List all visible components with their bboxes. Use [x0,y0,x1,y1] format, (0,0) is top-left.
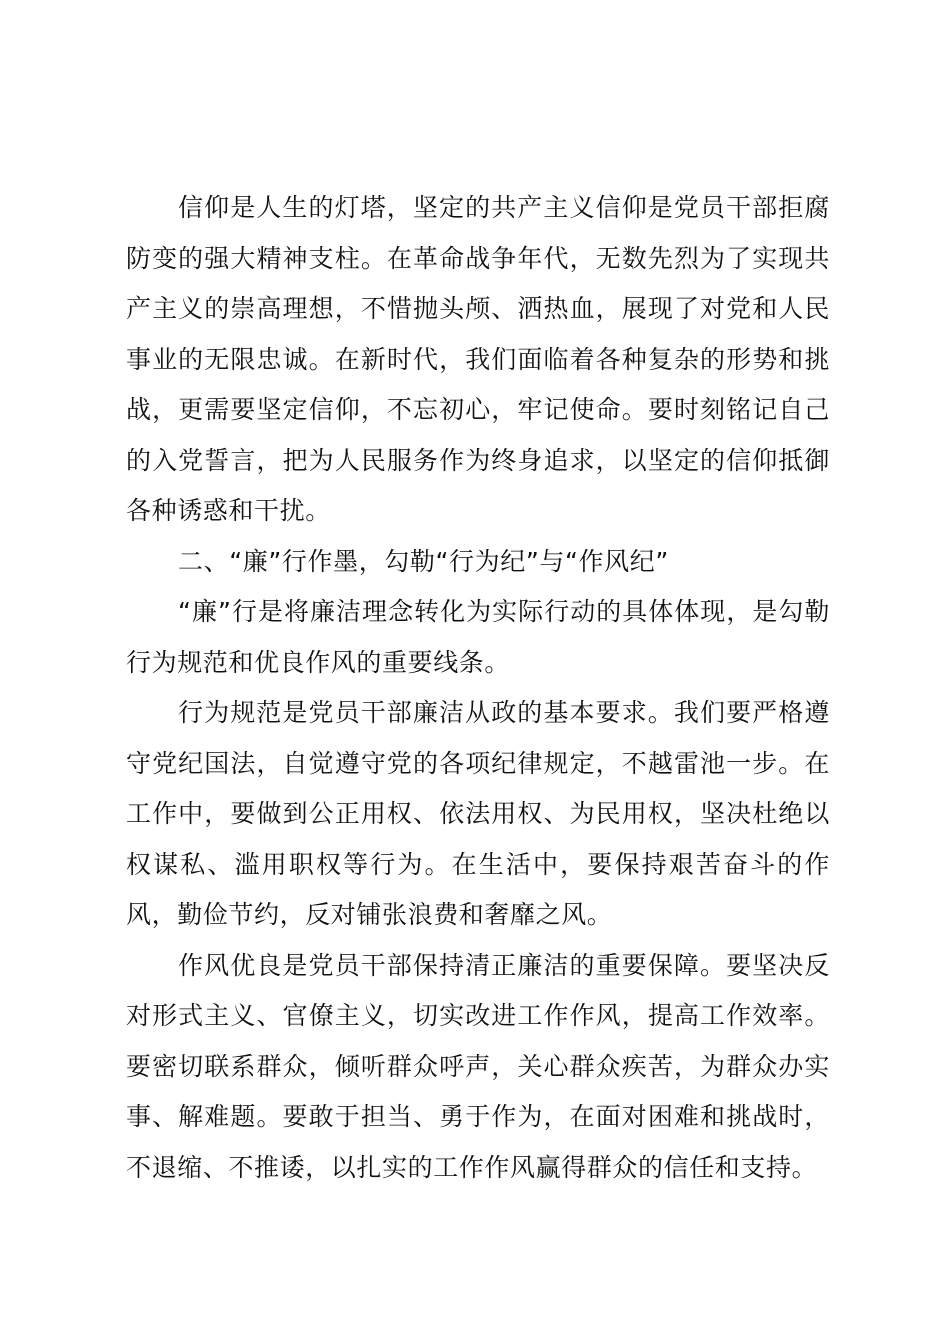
paragraph-lian-intro: “廉”行是将廉洁理念转化为实际行动的具体体现，是勾勒行为规范和优良作风的重要线条。 [126,597,830,677]
section-heading: 二、“廉”行作墨，勾勒“行为纪”与“作风纪” [178,546,669,576]
document-body [126,183,830,1193]
paragraph-conduct-norms: 行为规范是党员干部廉洁从政的基本要求。我们要严格遵守党纪国法，自觉遵守党的各项纪律规定，不越雷池一步。在工作中，要做到公正用权、依法用权、为民用权，坚决杜绝以权谋私、滥用职权等行为。在生活中，要保持艰苦奋斗的作风，勤俭节约，反对铺张浪费和奢靡之风。 [126,698,830,929]
paragraph-faith: 信仰是人生的灯塔，坚定的共产主义信仰是党员干部拒腐防变的强大精神支柱。在革命战争年代，无数先烈为了实现共产主义的崇高理想，不惜抛头颅、洒热血，展现了对党和人民事业的无限忠诚。在新时代，我们面临着各种复杂的形势和挑战，更需要坚定信仰，不忘初心，牢记使命。要时刻铭记自己的入党誓言，把为人民服务作为终身追求，以坚定的信仰抵御各种诱惑和干扰。 [126,193,830,525]
paragraph-work-style: 作风优良是党员干部保持清正廉洁的重要保障。要坚决反对形式主义、官僚主义，切实改进工作作风，提高工作效率。要密切联系群众，倾听群众呼声，关心群众疾苦，为群众办实事、解难题。要敢于担当、勇于作为，在面对困难和挑战时，不退缩、不推诿，以扎实的工作作风赢得群众的信任和支持。 [126,950,830,1182]
